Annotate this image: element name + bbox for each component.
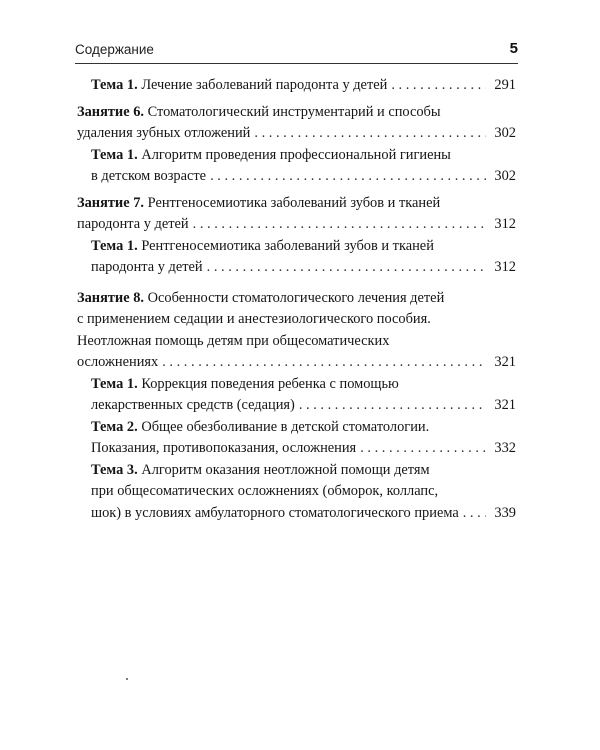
toc-entry-page: 291 [494, 77, 516, 93]
toc-entry-label: Тема 1. [91, 146, 138, 163]
toc-entry-text: удаления зубных отложений [77, 125, 251, 141]
toc-entry-text: пародонта у детей [77, 216, 189, 232]
toc-entry[interactable] [77, 288, 516, 374]
leader-dots [391, 75, 486, 97]
toc-entry-text: Стоматологический инструментарий и способы [147, 103, 441, 120]
section-title: Содержание [75, 42, 154, 57]
toc-entry-text: Неотложная помощь детям при общесоматических [77, 332, 390, 349]
table-of-contents [77, 75, 516, 524]
toc-entry-text: Общее обезболивание в детской стоматологии. [141, 418, 430, 435]
toc-entry-text: при общесоматических осложнениях (обморок, коллапс, [91, 483, 439, 499]
toc-entry-text: пародонта у детей [91, 259, 203, 275]
toc-entry-page: 312 [494, 259, 516, 275]
toc-entry-text: Показания, противопоказания, осложнения [91, 440, 357, 456]
toc-entry-text: Особенности стоматологического лечения детей [147, 289, 445, 306]
toc-entry-label: Тема 1. [91, 375, 138, 392]
leader-dots [193, 214, 486, 236]
toc-entry-label: Тема 1. [91, 237, 138, 254]
toc-entry[interactable] [77, 374, 516, 417]
toc-entry[interactable] [77, 102, 516, 145]
toc-entry-page: 332 [494, 440, 516, 456]
leader-dots [210, 166, 486, 188]
toc-entry-page: 312 [494, 216, 516, 232]
page-number: 5 [509, 40, 518, 57]
toc-entry[interactable] [77, 145, 516, 188]
toc-entry-label: Занятие 6. [77, 103, 145, 120]
leader-dots [360, 438, 486, 460]
toc-entry-label: Тема 1. [91, 77, 138, 93]
toc-entry-text: с применением седации и анестезиологического пособия. [77, 311, 431, 327]
toc-entry-page: 302 [494, 125, 516, 141]
toc-entry-text: Лечение заболеваний пародонта у детей [141, 77, 388, 93]
toc-entry[interactable] [77, 460, 516, 525]
toc-entry-page: 339 [494, 504, 516, 521]
toc-entry-text: осложнениях [77, 354, 159, 370]
leader-dots [162, 352, 486, 374]
running-header [75, 42, 518, 64]
toc-entry-page: 321 [494, 354, 516, 370]
leader-dots [254, 123, 486, 145]
leader-dots [299, 395, 486, 417]
toc-entry-text: Рентгеносемиотика заболеваний зубов и тканей [141, 237, 434, 254]
toc-entry-page: 302 [494, 168, 516, 184]
toc-entry-label: Тема 3. [91, 461, 138, 478]
toc-entry-text: Коррекция поведения ребенка с помощью [141, 375, 399, 392]
toc-entry[interactable] [77, 193, 516, 236]
toc-entry-text: Алгоритм проведения профессиональной гигиены [141, 146, 451, 163]
leader-dots [207, 257, 486, 279]
print-speck [126, 678, 128, 680]
toc-entry-text: Рентгеносемиотика заболеваний зубов и тканей [147, 194, 441, 211]
leader-dots [463, 503, 486, 525]
toc-entry-label: Тема 2. [91, 418, 138, 435]
header-rule [75, 63, 518, 64]
toc-entry-text: в детском возрасте [91, 168, 207, 184]
toc-entry-label: Занятие 8. [77, 289, 145, 306]
toc-entry-text: лекарственных средств (седация) [91, 397, 295, 413]
toc-entry[interactable] [77, 75, 516, 97]
toc-entry[interactable] [77, 417, 516, 460]
toc-entry-text: Алгоритм оказания неотложной помощи детям [141, 461, 430, 478]
toc-entry-page: 321 [494, 397, 516, 413]
toc-entry[interactable] [77, 236, 516, 279]
toc-entry-label: Занятие 7. [77, 194, 145, 211]
toc-entry-text: шок) в условиях амбулаторного стоматологического приема [91, 504, 459, 521]
